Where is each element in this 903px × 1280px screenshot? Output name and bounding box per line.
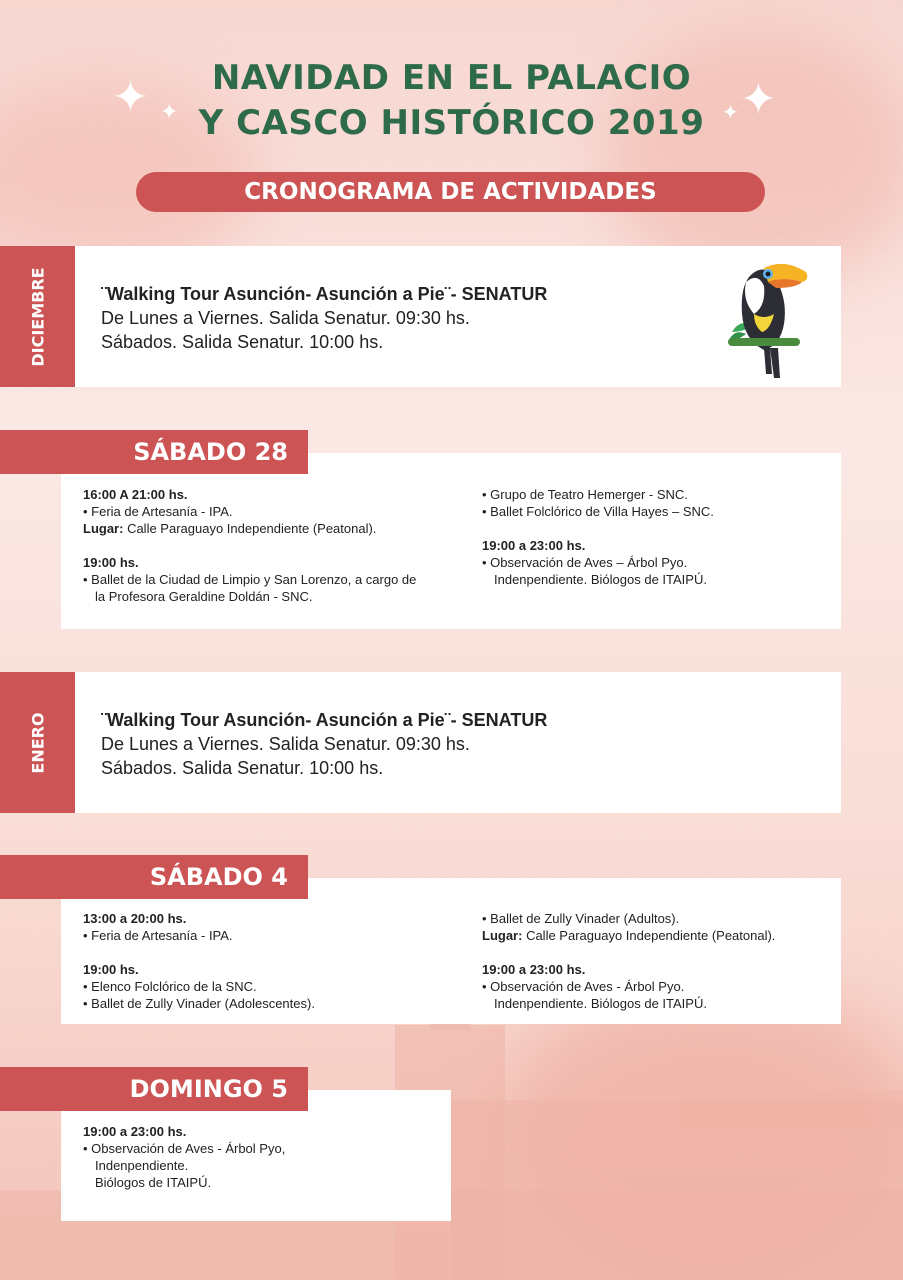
event-item: • Ballet de la Ciudad de Limpio y San Lorenzo, a cargo de la Profesora Geraldine Doldán - SNC. [83,572,417,604]
event-item-continued: Indenpendiente. [95,1158,189,1173]
sparkle-icon: ✦ [160,100,179,125]
event-item: • Grupo de Teatro Hemerger - SNC. [482,487,688,502]
sabado28-right-column [482,486,782,588]
sabado28-header: SÁBADO 28 [0,430,308,474]
sabado28-left-column [83,486,433,605]
event-item: • Ballet Folclórico de Villa Hayes – SNC. [482,504,714,519]
event-item: • Observación de Aves - Árbol Pyo. Indenpendiente. Biólogos de ITAIPÚ. [482,979,707,1011]
diciembre-tab [0,246,75,387]
event-time: 16:00 A 21:00 hs. [83,487,188,502]
event-time: 19:00 a 23:00 hs. [482,962,586,977]
walking-tour-weekdays: De Lunes a Viernes. Salida Senatur. 09:30 hs. [101,734,470,754]
event-item: • Ballet de Zully Vinader (Adultos). [482,911,680,926]
walking-tour-weekdays: De Lunes a Viernes. Salida Senatur. 09:30 hs. [101,308,470,328]
enero-walking-tour [101,708,547,780]
event-time: 19:00 a 23:00 hs. [83,1124,187,1139]
schedule-subtitle: CRONOGRAMA DE ACTIVIDADES [136,172,765,212]
event-item: • Observación de Aves - Árbol Pyo, [83,1141,286,1156]
event-item: • Feria de Artesanía - IPA. [83,928,233,943]
sparkle-icon: ✦ [112,72,149,123]
sabado4-left-column [83,910,433,1012]
walking-tour-saturdays: Sábados. Salida Senatur. 10:00 hs. [101,758,384,778]
domingo5-column [83,1123,423,1191]
event-time: 19:00 hs. [83,555,139,570]
sparkle-icon: ✦ [722,100,739,124]
sparkle-icon: ✦ [740,74,777,125]
diciembre-tab-label: DICIEMBRE [28,266,47,367]
walking-tour-title: ¨Walking Tour Asunción- Asunción a Pie¨- SENATUR [101,284,548,304]
event-item: • Ballet de Zully Vinader (Adolescentes). [83,996,315,1011]
enero-tab [0,672,75,813]
event-location [83,520,433,537]
location-label: Lugar: [83,521,124,536]
walking-tour-title: ¨Walking Tour Asunción- Asunción a Pie¨- SENATUR [101,710,548,730]
enero-tab-label: ENERO [28,711,47,774]
page-title-line1: NAVIDAD EN EL PALACIO [211,58,692,98]
page-title-line2: Y CASCO HISTÓRICO 2019 [198,103,705,143]
event-time: 13:00 a 20:00 hs. [83,911,187,926]
sabado4-header: SÁBADO 4 [0,855,308,899]
event-item: • Feria de Artesanía - IPA. [83,504,233,519]
location-value: Calle Paraguayo Independiente (Peatonal). [522,928,776,943]
domingo5-header: DOMINGO 5 [0,1067,308,1111]
location-label: Lugar: [482,928,523,943]
location-value: Calle Paraguayo Independiente (Peatonal). [123,521,377,536]
event-time: 19:00 hs. [83,962,139,977]
event-location [482,927,832,944]
event-item: • Observación de Aves – Árbol Pyo. Indenpendiente. Biólogos de ITAIPÚ. [482,555,707,587]
toucan-illustration [724,254,816,382]
sabado4-right-column [482,910,832,1012]
event-time: 19:00 a 23:00 hs. [482,538,586,553]
event-item-continued: Biólogos de ITAIPÚ. [95,1175,212,1190]
diciembre-walking-tour [101,282,547,354]
event-item: • Elenco Folclórico de la SNC. [83,979,257,994]
walking-tour-saturdays: Sábados. Salida Senatur. 10:00 hs. [101,332,384,352]
